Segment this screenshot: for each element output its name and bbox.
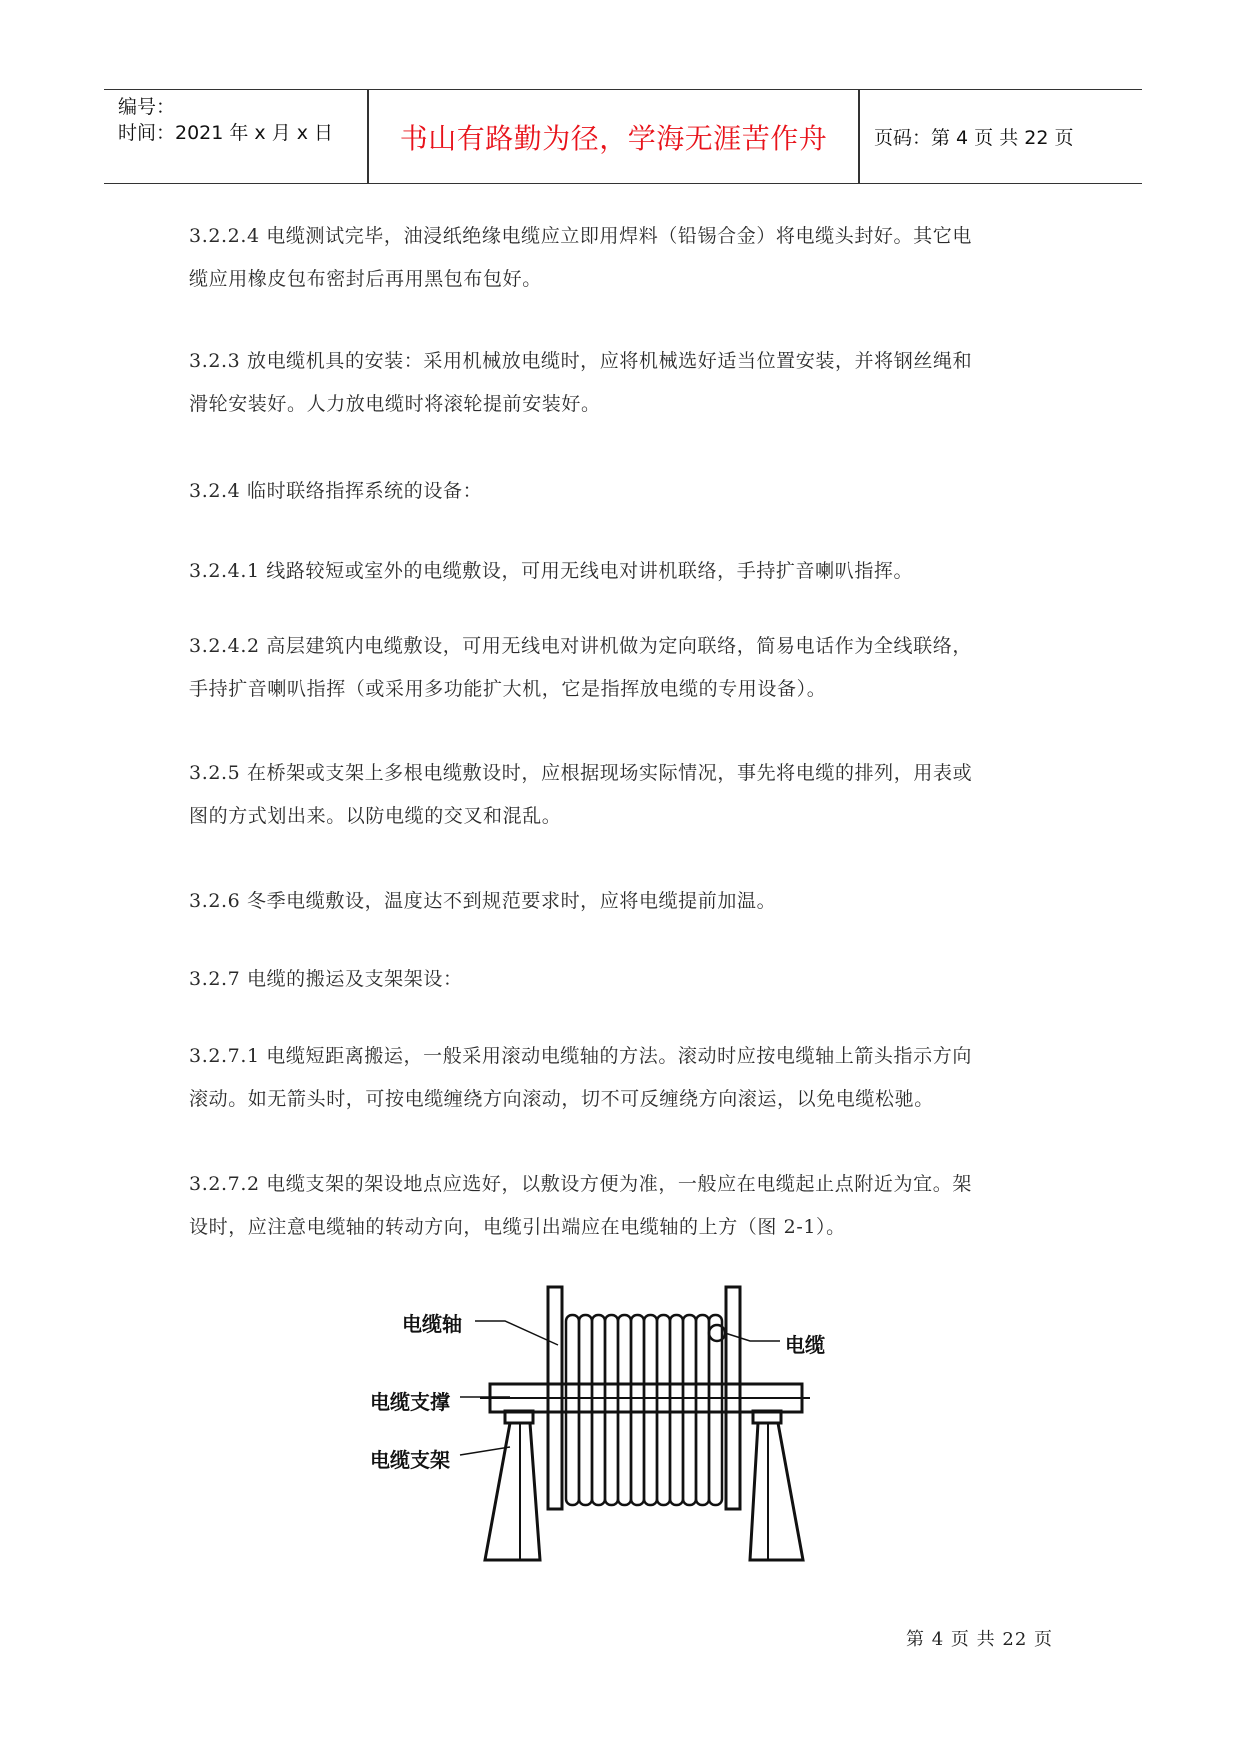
- paragraph: [189, 215, 1059, 301]
- paragraph-line: 3.2.4 临时联络指挥系统的设备：: [189, 480, 483, 502]
- paragraph: [189, 1163, 1059, 1249]
- header-meta: [118, 94, 358, 146]
- paragraph-line: 3.2.3 放电缆机具的安装：采用机械放电缆时，应将机械选好适当位置安装，并将钢丝绳和: [189, 350, 973, 372]
- cable-label: 电缆: [785, 1333, 825, 1357]
- left-stand: [485, 1423, 540, 1560]
- paragraph: [189, 470, 1059, 513]
- cable-coil: [566, 1315, 725, 1505]
- header-motto: 书山有路勤为径，学海无涯苦作舟: [399, 121, 828, 155]
- paragraph: [189, 1035, 1059, 1121]
- stand-label: 电缆支架: [370, 1448, 450, 1472]
- paragraph-line: 滑轮安装好。人力放电缆时将滚轮提前安装好。: [189, 393, 601, 415]
- right-stand: [750, 1423, 803, 1560]
- page-footer: 第 4 页 共 22 页: [906, 1629, 1053, 1650]
- paragraph-line: 3.2.2.4 电缆测试完毕，油浸纸绝缘电缆应立即用焊料（铅锡合金）将电缆头封好。其它电: [189, 225, 972, 247]
- paragraph: [189, 625, 1059, 711]
- document-header: [104, 89, 1142, 184]
- paragraph-line: 3.2.6 冬季电缆敷设，温度达不到规范要求时，应将电缆提前加温。: [189, 890, 777, 912]
- paragraph: [189, 550, 1059, 593]
- paragraph-line: 3.2.7.2 电缆支架的架设地点应选好，以敷设方便为准，一般应在电缆起止点附近为宜。架: [189, 1173, 972, 1195]
- paragraph-line: 3.2.5 在桥架或支架上多根电缆敷设时，应根据现场实际情况，事先将电缆的排列，用表或: [189, 762, 973, 784]
- paragraph-line: 图的方式划出来。以防电缆的交叉和混乱。: [189, 805, 562, 827]
- paragraph-line: 滚动。如无箭头时，可按电缆缠绕方向滚动，切不可反缠绕方向滚运，以免电缆松驰。: [189, 1088, 934, 1110]
- time-label: 时间：2021 年 x 月 x 日: [118, 122, 334, 144]
- paragraph: [189, 958, 1059, 1001]
- paragraph: [189, 752, 1059, 838]
- paragraph-line: 3.2.7.1 电缆短距离搬运，一般采用滚动电缆轴的方法。滚动时应按电缆轴上箭头指示方向: [189, 1045, 972, 1067]
- paragraph-line: 3.2.4.1 线路较短或室外的电缆敷设，可用无线电对讲机联络，手持扩音喇叭指挥。: [189, 560, 914, 582]
- paragraph: [189, 340, 1059, 426]
- support-label: 电缆支撑: [370, 1390, 450, 1414]
- header-page-info: 页码：第 4 页 共 22 页: [874, 127, 1074, 149]
- cable-reel-figure: [370, 1285, 850, 1575]
- paragraph-line: 缆应用橡皮包布密封后再用黑包布包好。: [189, 268, 542, 290]
- paragraph-line: 设时，应注意电缆轴的转动方向，电缆引出端应在电缆轴的上方（图 2-1）。: [189, 1216, 846, 1238]
- paragraph-line: 3.2.7 电缆的搬运及支架架设：: [189, 968, 463, 990]
- reel-label: 电缆轴: [402, 1312, 462, 1336]
- paragraph: [189, 880, 1059, 923]
- header-divider: [858, 90, 860, 183]
- paragraph-line: 3.2.4.2 高层建筑内电缆敷设，可用无线电对讲机做为定向联络，简易电话作为全线联络，: [189, 635, 972, 657]
- paragraph-line: 手持扩音喇叭指挥（或采用多功能扩大机，它是指挥放电缆的专用设备）。: [189, 678, 827, 700]
- serial-label: 编号：: [118, 96, 176, 118]
